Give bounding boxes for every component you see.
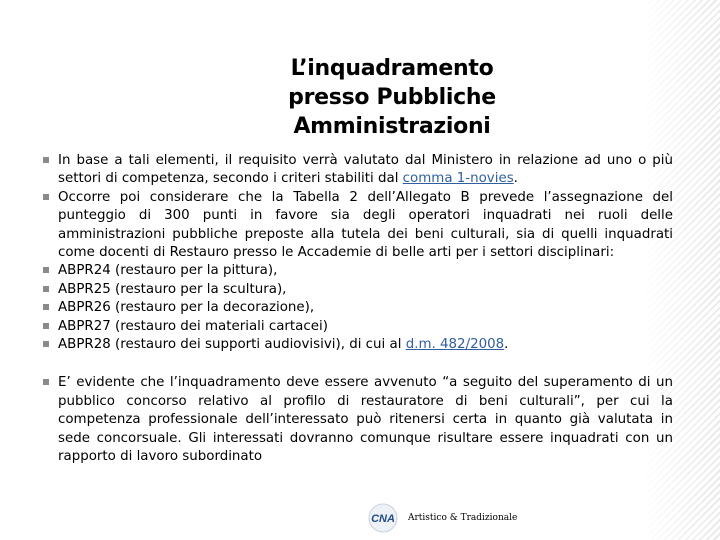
footer-text: Artistico & Tradizionale	[408, 513, 518, 523]
cna-logo-icon	[366, 503, 400, 533]
bullet-item: ABPR24 (restauro per la pittura),	[42, 262, 673, 280]
slide-title	[0, 54, 720, 141]
title-line-2: presso Pubbliche	[288, 85, 496, 110]
bullet-list	[42, 152, 673, 467]
bullet-item: ABPR27 (restauro dei materiali cartacei)	[42, 318, 673, 336]
title-line-3: Amministrazioni	[293, 114, 491, 139]
title-line-1: L’inquadramento	[290, 56, 494, 81]
bullet-item: Occorre poi considerare che la Tabella 2 dell’Allegato B prevede l’assegnazione del punteggio di 300 punti in favore sia degli operatori inquadrati nei ruoli delle amministrazioni pubbliche preposte alla tutela dei beni culturali, sia di quelli inquadrati come docenti di Restauro presso le Accademie di belle arti per i settori disciplinari:	[42, 189, 673, 263]
bullet-item: ABPR26 (restauro per la decorazione),	[42, 299, 673, 317]
bullet-item: In base a tali elementi, il requisito verrà valutato dal Ministero in relazione ad uno o più settori di competenza, secondo i criteri stabiliti dal comma 1-novies.	[42, 152, 673, 189]
logo-text: CNA	[371, 513, 395, 525]
comma-1-novies-link[interactable]: comma 1-novies	[402, 171, 514, 187]
footer	[366, 503, 517, 533]
slide-body	[42, 152, 673, 467]
dm-482-2008-link[interactable]: d.m. 482/2008	[405, 337, 505, 353]
bullet-item: E’ evidente che l’inquadramento deve essere avvenuto “a seguito del superamento di un pubblico concorso relativo al profilo di restauratore di beni culturali”, per cui la competenza professionale dell’interessato può ritenersi certa in quanto già valutata in sede concorsuale. Gli interessati dovranno comunque risultare essere inquadrati con un rapporto di lavoro subordinato	[42, 374, 673, 466]
bullet-item: ABPR25 (restauro per la scultura),	[42, 281, 673, 299]
bullet-item: ABPR28 (restauro dei supporti audiovisivi), di cui al d.m. 482/2008.	[42, 336, 673, 354]
